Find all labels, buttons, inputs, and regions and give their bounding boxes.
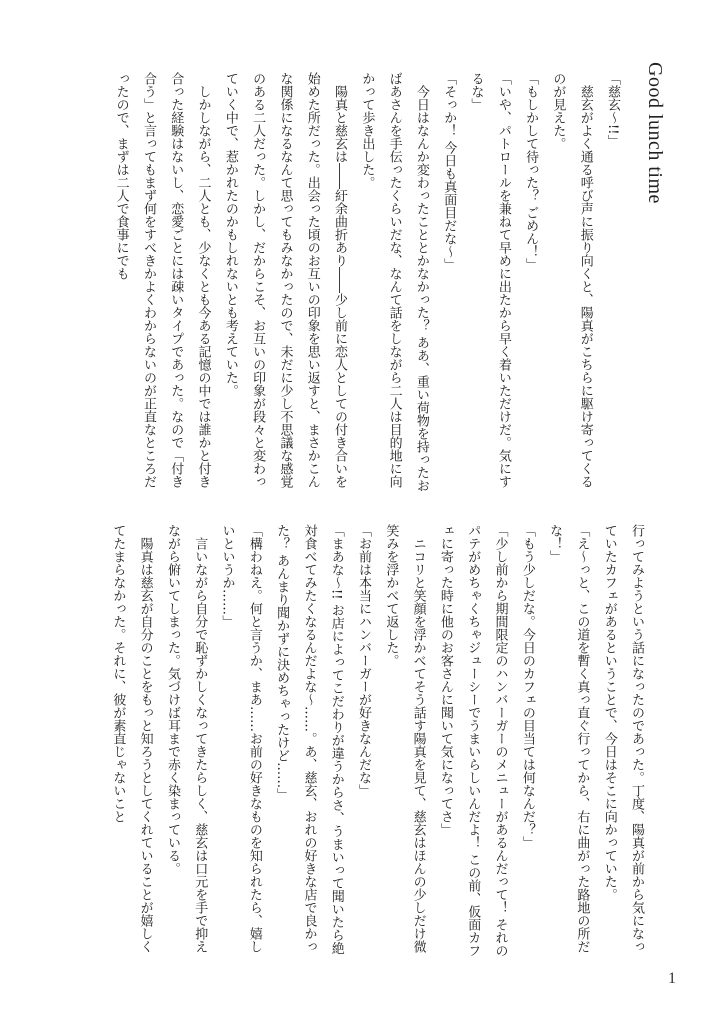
paragraph: 陽真は慈玄が自分のことをもっと知ろうとしてくれていることが嬉しくてたまらなかった。それに、彼が素直じゃないこと bbox=[110, 524, 153, 953]
paragraph: 「少し前から期間限定のハンバーガーのメニューがあるんだって！ それのパテがめちゃくちゃジューシーでうまいらしいんだよ！ この前、仮面カフェに寄った時に他のお客さんに聞いて気になってさ」 bbox=[437, 524, 508, 958]
paragraph: 「そっか！ 今日も真面目だな～」 bbox=[441, 72, 457, 272]
page-number: 1 bbox=[668, 970, 676, 987]
paragraph: しかしながら、二人とも、少なくとも今ある記憶の中では誰かと付き合った経験はないし、恋愛ごとには疎いタイプであった。なので「付き合う」と言ってもまず何をすべきかよくわからないのが正直なところだったので、まずは二人で食事にでも bbox=[113, 72, 211, 488]
paragraph: ニコリと笑顔を浮かべてそう話す陽真を見て、慈玄はほんの少しだけ微笑みを浮かべて返した。 bbox=[383, 524, 426, 953]
paragraph: 「まあな～!! お店によってこだわりが違うからさ、うまいって聞いたら絶対食べてみたくなるんだよな～……。あ、慈玄、おれの好きな店で良かった？ あんまり聞かずに決めちゃったけど……」 bbox=[274, 524, 344, 955]
paragraph: 「もう少しだな。今日のカフェの目当ては何なんだ？」 bbox=[519, 524, 535, 849]
paragraph: 慈玄がよく通る呼び声に振り向くと、陽真がこちらに駆け寄ってくるのが見えた。 bbox=[550, 72, 593, 488]
paragraph: 言いながら自分で恥ずかしくなってきたらしく、慈玄は口元を手で抑えながら俯いてしまった。気づけば耳まで赤く染まっている。 bbox=[164, 524, 208, 953]
text-column-bottom bbox=[80, 524, 650, 958]
text-column-top bbox=[72, 72, 626, 500]
paragraph: 今日はなんか変わったこととかなかった？ ああ、重い荷物を持ったおばあさんを手伝ったくらいだな、なんて話をしながら二人は目的地に向かって歩き出した。 bbox=[359, 72, 429, 493]
paragraph: 「お前は本当にハンバーガーが好きなんだな」 bbox=[356, 524, 372, 797]
story-title: Good lunch time bbox=[644, 62, 666, 204]
paragraph: 「いや、パトロールを兼ねて早めに出たから早く着いただけだ。気にするな」 bbox=[468, 72, 511, 488]
paragraph: 「慈玄～!!」 bbox=[605, 72, 620, 148]
paragraph: 行ってみようという話になったのであった。丁度、陽真が前から気になっていたカフェがあるということで、今日はそこに向かっていた。 bbox=[601, 524, 644, 953]
paragraph: 「構わねえ。何と言うか、まあ……お前の好きなものを知られたら、嬉しいというか……」 bbox=[219, 524, 262, 953]
paragraph: 「え～っと、この道を暫く真っ直ぐ行ってから、右に曲がった路地の所だな！」 bbox=[547, 524, 590, 953]
paragraph: 「もしかして待った？ ごめん！」 bbox=[523, 72, 539, 272]
paragraph: 陽真と慈玄は――紆余曲折あり――少し前に恋人としての付き合いを始めた所だった。出会った頃のお互いの印象を思い返すと、まさかこんな関係になるなんて思ってもみなかったので、未だに少し不思議な感覚のある二人だった。しかし、だからこそ、お互いの印象が段々と変わっていく中で、惹かれたのかもしれないとも考えていた。 bbox=[222, 72, 348, 488]
